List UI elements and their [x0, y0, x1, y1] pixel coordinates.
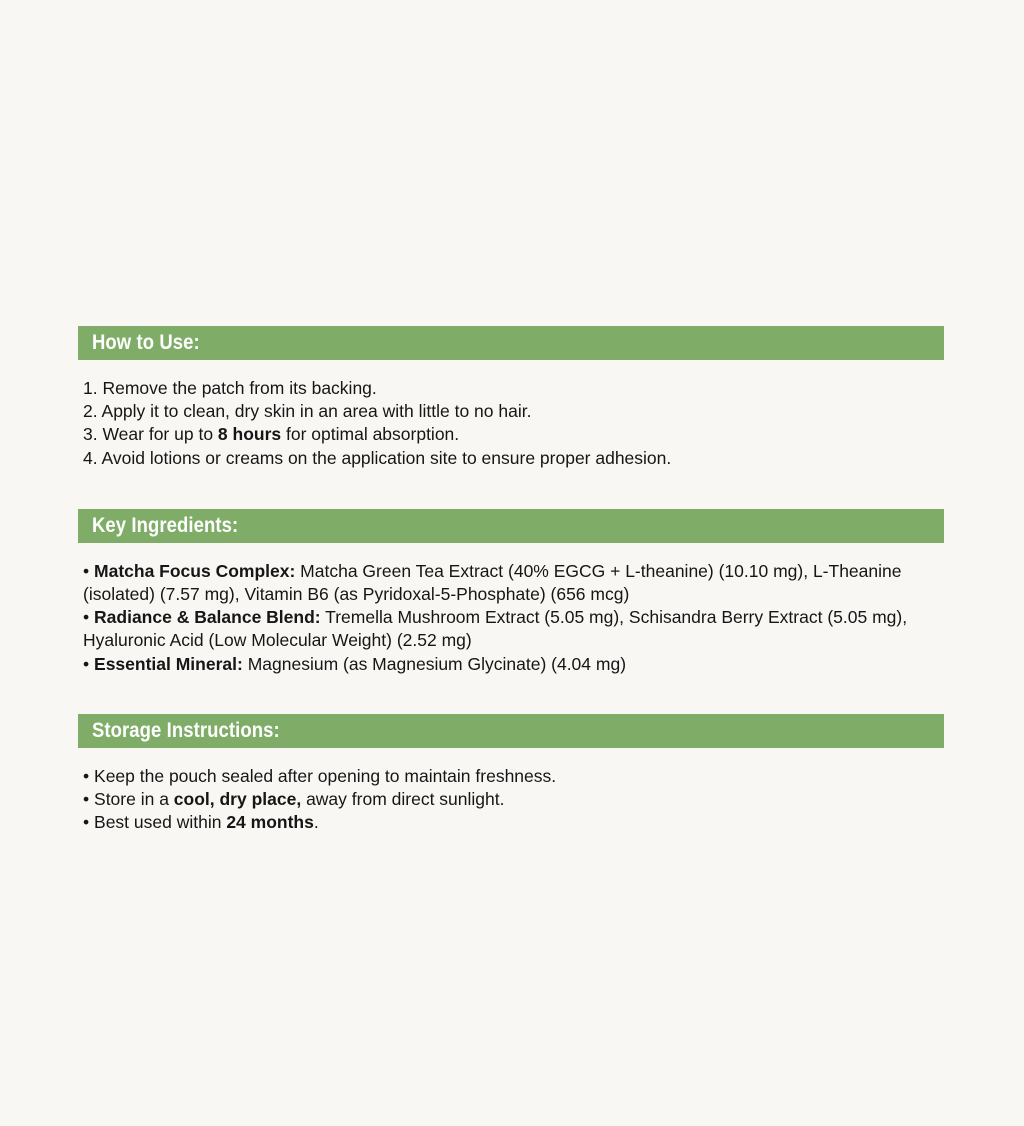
section-spacer [78, 676, 944, 714]
bullet-glyph: • [83, 653, 90, 674]
list-text-tail: away from direct sunlight. [301, 789, 505, 810]
section-header-bar-key-ingredients [78, 509, 944, 543]
bullet-glyph: • [83, 607, 90, 628]
list-item [83, 606, 944, 652]
section-body-how-to-use [78, 360, 944, 470]
list-item [83, 653, 944, 676]
section-storage-instructions [78, 714, 944, 835]
list-number: 1. [83, 378, 98, 398]
list-item [83, 377, 944, 400]
list-text: Remove the patch from its backing. [102, 378, 377, 398]
section-spacer [78, 470, 944, 509]
list-text: Store in a [94, 789, 174, 810]
ingredient-detail: Matcha Green Tea Extract (40% EGCG + L-theanine) (10.10 mg), L-Theanine (isolated) (7.57 mg), Vitamin B6 (as Pyridoxal-5-Phosphate) (656 mcg) [83, 560, 902, 605]
bullet-glyph: • [83, 812, 90, 833]
section-how-to-use [78, 326, 944, 470]
list-item [83, 560, 944, 606]
list-text: Best used within [94, 812, 227, 833]
list-text-bold: 8 hours [217, 424, 282, 445]
section-body-key-ingredients [78, 543, 944, 676]
list-text-bold: 24 months [226, 812, 314, 833]
bullet-glyph: • [83, 560, 90, 581]
list-item [83, 765, 944, 788]
list-item [83, 447, 944, 470]
section-header-bar-storage-instructions [78, 714, 944, 748]
list-number: 4. [83, 447, 98, 468]
section-title-key-ingredients: Key Ingredients: [92, 513, 239, 537]
section-key-ingredients [78, 509, 944, 676]
bullet-glyph: • [83, 765, 90, 786]
list-text-bold: cool, dry place, [173, 789, 302, 810]
section-title-how-to-use: How to Use: [92, 331, 200, 354]
list-item [83, 400, 944, 423]
section-title-storage-instructions: Storage Instructions: [92, 718, 280, 742]
list-item [83, 811, 944, 834]
list-number: 3. [83, 424, 98, 445]
list-item [83, 423, 944, 446]
list-text: Keep the pouch sealed after opening to maintain freshness. [94, 765, 557, 786]
ingredient-detail: Tremella Mushroom Extract (5.05 mg), Schisandra Berry Extract (5.05 mg), Hyaluronic Acid (Low Molecular Weight) (2.52 mg) [83, 607, 908, 651]
label-content [78, 326, 944, 834]
list-text: Avoid lotions or creams on the application site to ensure proper adhesion. [101, 447, 672, 468]
list-text-tail: . [313, 812, 319, 833]
ingredient-detail: Magnesium (as Magnesium Glycinate) (4.04 mg) [242, 653, 627, 674]
list-text-tail: for optimal absorption. [281, 424, 460, 445]
ingredient-group-label: Radiance & Balance Blend: [94, 607, 321, 628]
ingredient-group-label: Matcha Focus Complex: [94, 560, 296, 581]
list-text: Wear for up to [102, 424, 218, 445]
list-item [83, 788, 944, 811]
section-body-storage-instructions [78, 748, 944, 835]
bullet-glyph: • [83, 789, 90, 810]
list-number: 2. [83, 401, 98, 422]
ingredient-group-label: Essential Mineral: [94, 653, 243, 674]
section-header-bar-how-to-use [78, 326, 944, 360]
list-text: Apply it to clean, dry skin in an area with little to no hair. [101, 401, 532, 422]
